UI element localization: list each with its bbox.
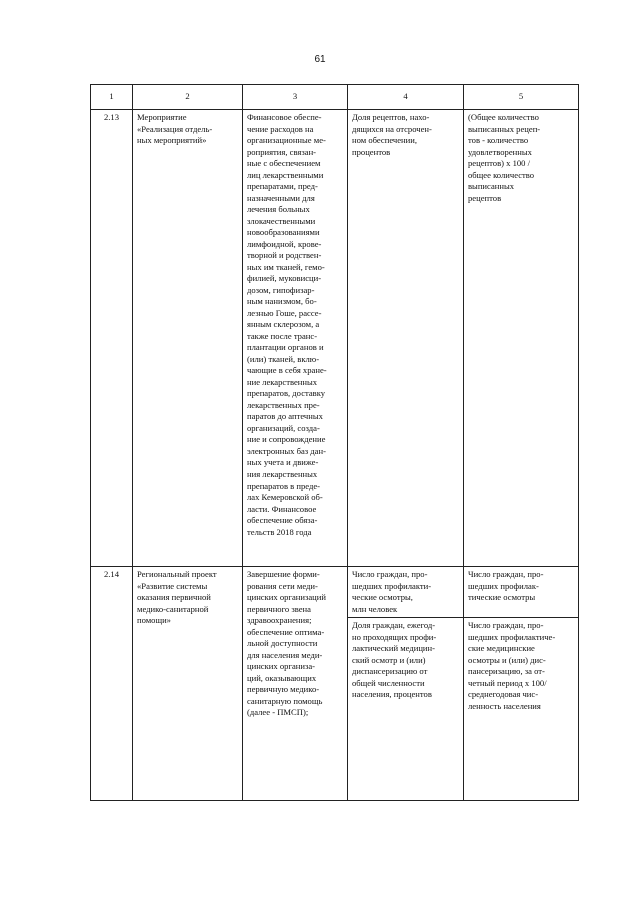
header-col-3: 3 bbox=[243, 85, 348, 110]
activity-description: Завершение форми- рования сети меди- цинских организаций первичного звена здравоохранения; обеспечение оптима- льной доступности для населения меди- цинских организа- ций, оказывающих первичную медико- санитарную помощь (далее - ПМСП); bbox=[243, 567, 348, 801]
header-col-4: 4 bbox=[348, 85, 464, 110]
table-row bbox=[91, 110, 579, 567]
indicator-formula: Число граждан, про- шедших профилак- тические осмотры bbox=[464, 567, 579, 618]
row-number: 2.14 bbox=[91, 567, 133, 801]
row-number: 2.13 bbox=[91, 110, 133, 567]
header-col-1: 1 bbox=[91, 85, 133, 110]
program-activities-table bbox=[90, 84, 579, 801]
table-row bbox=[91, 567, 579, 618]
header-col-2: 2 bbox=[133, 85, 243, 110]
page-number: 61 bbox=[314, 54, 326, 65]
activity-name: Региональный проект «Развитие системы оказания первичной медико-санитарной помощи» bbox=[133, 567, 243, 801]
indicator-name: Доля граждан, ежегод- но проходящих профи- лактический медицин- ский осмотр и (или) диспансеризацию от общей численности населения, процентов bbox=[348, 618, 464, 801]
table-header-row bbox=[91, 85, 579, 110]
activity-name: Мероприятие «Реализация отдель- ных мероприятий» bbox=[133, 110, 243, 567]
indicator-name: Доля рецептов, нахо- дящихся на отсрочен- ном обеспечении, процентов bbox=[348, 110, 464, 567]
indicator-formula: (Общее количество выписанных рецеп- тов - количество удовлетворенных рецептов) х 100 / общее количество выписанных рецептов bbox=[464, 110, 579, 567]
activity-description: Финансовое обеспе- чение расходов на организационные ме- роприятия, связан- ные с обеспечением лиц лекарственными препаратами, пред- назначенными для лечения больных злокачественными новообразованиями лимфоидной, крове- творной и родствен- ных им тканей, гемо- филией, муковисци- дозом, гипофизар- ным нанизмом, бо- лезнью Гоше, рассе- янным склерозом, а также после транс- плантации органов и (или) тканей, вклю- чающие в себя хране- ние лекарственных препаратов, доставку лекарственных пре- паратов до аптечных организаций, созда- ние и сопровождение электронных баз дан- ных учета и движе- ния лекарственных препаратов в преде- лах Кемеровской об- ласти. Финансовое обеспечение обяза- тельств 2018 года bbox=[243, 110, 348, 567]
indicator-name: Число граждан, про- шедших профилакти- ческие осмотры, млн человек bbox=[348, 567, 464, 618]
header-col-5: 5 bbox=[464, 85, 579, 110]
indicator-formula: Число граждан, про- шедших профилактиче- ские медицинские осмотры и (или) дис- пансеризацию, за от- четный период х 100/ среднегодовая чис- ленность населения bbox=[464, 618, 579, 801]
